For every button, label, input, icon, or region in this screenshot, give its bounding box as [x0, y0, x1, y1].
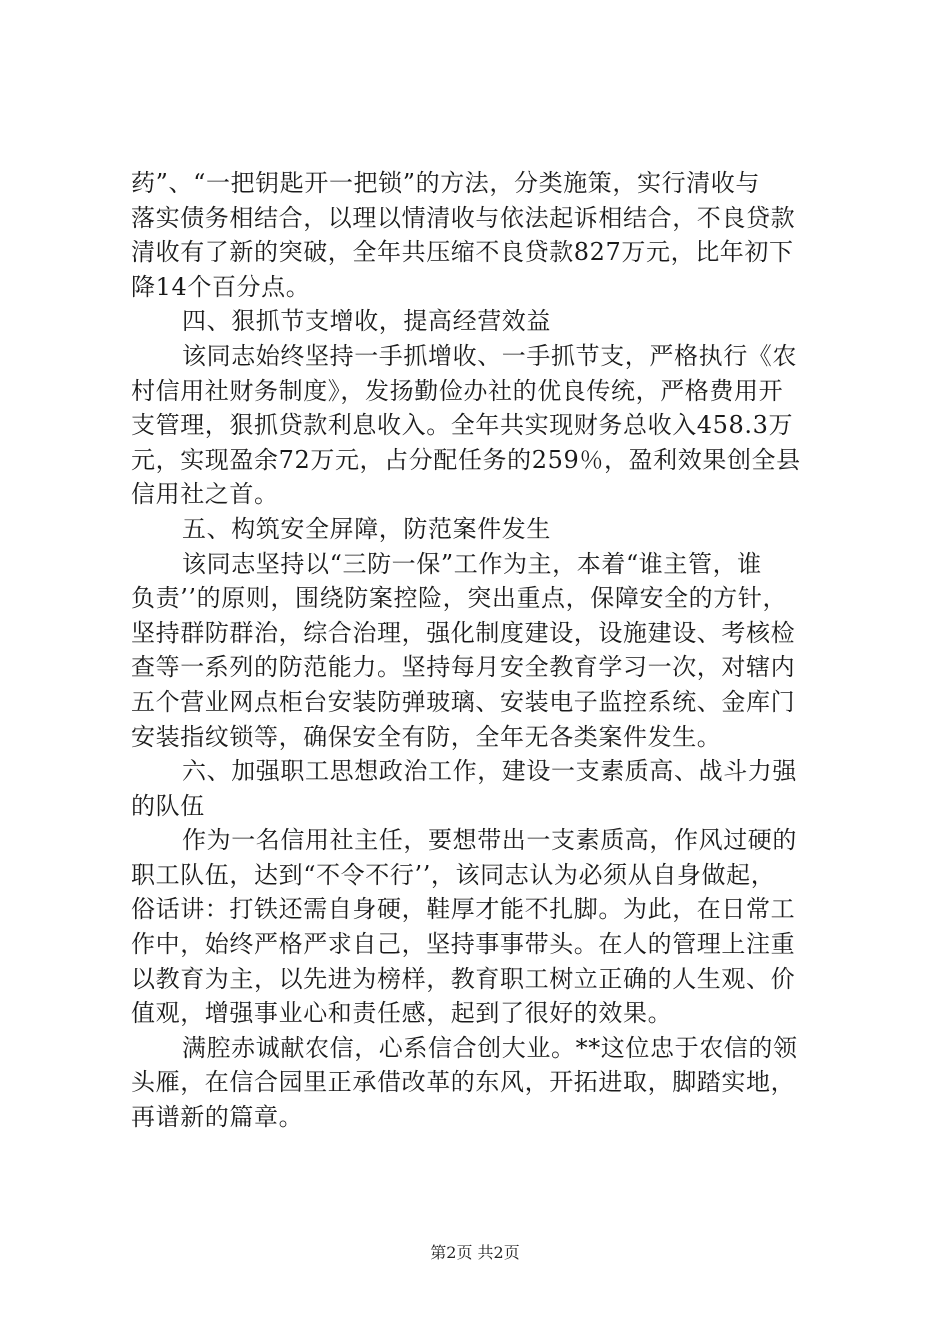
- text-line: 五个营业网点柜台安装防弹玻璃、安装电子监控系统、金库门: [131, 687, 796, 716]
- text-line: 信用社之首。: [131, 480, 279, 509]
- text-line: 负责’’的原则，围绕防案控险，突出重点，保障安全的方针，: [131, 584, 788, 613]
- text-line: 安装指纹锁等，确保安全有防，全年无各类案件发生。: [131, 722, 722, 751]
- text-line: 作为一名信用社主任，要想带出一支素质高，作风过硬的: [182, 826, 797, 855]
- text-line: 药”、“一把钥匙开一把锁”的方法，分类施策，实行清收与: [131, 169, 761, 197]
- text-line: 坚持群防群治，综合治理，强化制度建设，设施建设、考核检: [131, 618, 796, 647]
- section-heading-5: 五、构筑安全屏障，防范案件发生: [182, 514, 551, 543]
- text-line: 该同志坚持以“三防一保”工作为主，本着“谁主管，谁: [182, 549, 762, 578]
- text-line: 职工队伍，达到“不令不行’’，该同志认为必须从自身做起，: [131, 860, 776, 889]
- text-line: 落实债务相结合，以理以情清收与依法起诉相结合，不良贷款: [131, 203, 796, 232]
- text-line: 再谱新的篇章。: [131, 1103, 304, 1132]
- text-line: 该同志始终坚持一手抓增收、一手抓节支，严格执行《农: [182, 341, 797, 370]
- text-line: 查等一系列的防范能力。坚持每月安全教育学习一次，对辖内: [131, 653, 796, 682]
- section-heading-4: 四、狠抓节支增收，提高经营效益: [182, 307, 551, 336]
- document-body: [131, 166, 831, 1135]
- section-heading-6: 六、加强职工思想政治工作，建设一支素质高、战斗力强: [182, 757, 797, 786]
- text-line: 降14个百分点。: [131, 272, 311, 301]
- text-line: 以教育为主，以先进为榜样，教育职工树立正确的人生观、价: [131, 964, 796, 993]
- text-line: 值观，增强事业心和责任感，起到了很好的效果。: [131, 999, 673, 1028]
- text-line: 满腔赤诚献农信，心系信合创大业。**这位忠于农信的领: [182, 1033, 798, 1062]
- text-line: 作中，始终严格严求自己，坚持事事带头。在人的管理上注重: [131, 930, 796, 959]
- text-line: 支管理，狠抓贷款利息收入。全年共实现财务总收入458.3万: [131, 411, 794, 440]
- text-line: 元，实现盈余72万元，占分配任务的259％，盈利效果创全县: [131, 445, 801, 474]
- text-line: 俗话讲：打铁还需自身硬，鞋厚才能不扎脚。为此，在日常工: [131, 895, 796, 924]
- section-heading-6-cont: 的队伍: [131, 791, 205, 820]
- page-number-footer: 第2页 共2页: [430, 1243, 520, 1262]
- text-line: 头雁，在信合园里正承借改革的东风，开拓进取，脚踏实地，: [131, 1068, 796, 1097]
- text-line: 村信用社财务制度》，发扬勤俭办社的优良传统，严格费用开: [131, 376, 784, 405]
- text-line: 清收有了新的突破，全年共压缩不良贷款827万元，比年初下: [131, 238, 794, 267]
